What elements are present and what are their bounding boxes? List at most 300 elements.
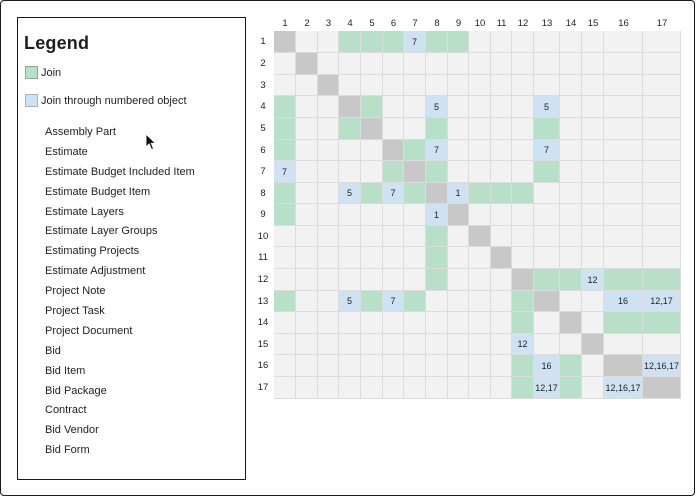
matrix-cell-empty <box>296 226 318 247</box>
matrix-cell-empty <box>274 334 296 355</box>
matrix-cell-empty <box>491 377 512 399</box>
matrix-cell-empty <box>604 75 643 96</box>
row-header: 2 <box>260 58 266 69</box>
matrix-cell-empty <box>448 247 469 269</box>
matrix-cell-join <box>274 204 296 226</box>
matrix-cell-empty <box>512 161 534 183</box>
matrix-cell-join <box>491 183 512 204</box>
matrix-cell-empty <box>560 140 582 161</box>
matrix-cell-empty <box>383 53 404 75</box>
matrix-cell-join-through: 5 <box>426 96 448 118</box>
matrix-cell-empty <box>448 96 469 118</box>
matrix-cell-empty <box>582 118 604 140</box>
legend-item-name: Assembly Part <box>45 126 116 138</box>
row-header: 8 <box>260 187 266 199</box>
matrix-cell-empty <box>318 334 339 355</box>
matrix-cell-join-through: 16 <box>604 291 643 312</box>
matrix-cell-join <box>339 118 361 140</box>
matrix-cell-join <box>534 269 560 291</box>
matrix-cell-join-through: 7 <box>404 31 426 53</box>
column-header: 1 <box>282 18 288 29</box>
matrix-cell-empty <box>448 75 469 96</box>
matrix-cell-empty <box>339 140 361 161</box>
matrix-cell-empty <box>604 247 643 269</box>
matrix-cell-empty <box>448 334 469 355</box>
legend-item-name: Project Note <box>45 285 106 298</box>
matrix-cell-empty <box>318 31 339 53</box>
matrix-cell-empty <box>643 161 681 183</box>
matrix-cell-empty <box>339 247 361 269</box>
matrix-cell-empty <box>512 247 534 269</box>
matrix-cell-join-through: 5 <box>534 96 560 118</box>
matrix-cell-empty <box>318 183 339 204</box>
matrix-cell-empty <box>404 118 426 140</box>
matrix-cell-empty <box>512 118 534 140</box>
matrix-cell-join-through: 16 <box>534 355 560 377</box>
matrix-cell-join-through: 12,16,17 <box>643 355 681 377</box>
matrix-cell-empty <box>604 118 643 140</box>
matrix-cell-empty <box>469 269 491 291</box>
matrix-cell-empty <box>318 269 339 291</box>
matrix-cell-empty <box>383 247 404 269</box>
matrix-cell-empty <box>534 226 560 247</box>
matrix-cell-join <box>274 118 296 140</box>
matrix-cell-empty <box>491 355 512 377</box>
matrix-cell-empty <box>582 377 604 399</box>
row-header: 11 <box>258 252 268 263</box>
matrix-cell-empty <box>491 269 512 291</box>
matrix-cell-empty <box>339 269 361 291</box>
column-header: 10 <box>474 18 486 29</box>
matrix-cell-empty <box>361 377 383 399</box>
matrix-cell-empty <box>361 247 383 269</box>
matrix-cell-join <box>512 377 534 399</box>
matrix-cell-empty <box>383 269 404 291</box>
matrix-cell-join <box>404 291 426 312</box>
matrix-cell-empty <box>560 53 582 75</box>
matrix-cell-empty <box>296 75 318 96</box>
matrix-cell-empty <box>582 53 604 75</box>
matrix-cell-empty <box>361 269 383 291</box>
matrix-cell-empty <box>534 312 560 334</box>
legend-item-name: Bid Vendor <box>45 424 99 437</box>
matrix-cell-empty <box>643 75 681 96</box>
matrix-cell-empty <box>296 96 318 118</box>
row-header: 12 <box>257 274 269 285</box>
matrix-cell-empty <box>604 334 643 355</box>
matrix-cell-empty <box>582 140 604 161</box>
matrix-cell-empty <box>643 31 681 53</box>
matrix-cell-empty <box>318 118 339 140</box>
row-header: 16 <box>257 360 269 371</box>
matrix-cell-empty <box>582 183 604 204</box>
matrix-cell-join <box>274 183 296 204</box>
legend-key-join-label: Join <box>41 66 62 79</box>
matrix-cell-empty <box>383 75 404 96</box>
column-header: 11 <box>496 18 507 29</box>
matrix-cell-empty <box>339 377 361 399</box>
matrix-cell-empty <box>383 334 404 355</box>
matrix-cell-empty <box>404 204 426 226</box>
matrix-cell-diagonal <box>560 312 582 334</box>
column-header: 16 <box>618 18 629 29</box>
matrix-cell-empty <box>274 226 296 247</box>
matrix-cell-empty <box>534 31 560 53</box>
legend-item-name: Estimate Layers <box>45 205 124 218</box>
matrix-cell-empty <box>560 96 582 118</box>
legend-item-name: Estimate Adjustment <box>45 265 146 278</box>
join-through-swatch <box>25 94 38 107</box>
matrix-cell-empty <box>448 312 469 334</box>
legend-item-name: Project Task <box>45 305 105 318</box>
matrix-cell-join <box>404 183 426 204</box>
matrix-cell-empty <box>491 204 512 226</box>
matrix-cell-empty <box>604 96 643 118</box>
matrix-cell-empty <box>491 334 512 355</box>
matrix-cell-empty <box>339 312 361 334</box>
legend-item-name: Bid Item <box>45 364 86 377</box>
matrix-cell-empty <box>383 226 404 247</box>
matrix-cell-join-through: 5 <box>339 291 361 312</box>
matrix-cell-empty <box>560 204 582 226</box>
row-header: 7 <box>260 166 266 177</box>
matrix-cell-join <box>512 355 534 377</box>
matrix-cell-empty <box>426 53 448 75</box>
matrix-cell-empty <box>491 118 512 140</box>
matrix-cell-empty <box>339 204 361 226</box>
matrix-cell-empty <box>560 247 582 269</box>
matrix-cell-empty <box>512 75 534 96</box>
row-header: 9 <box>260 209 266 220</box>
matrix-cell-empty <box>643 140 681 161</box>
matrix-cell-empty <box>448 377 469 399</box>
matrix-cell-join <box>274 291 296 312</box>
matrix-cell-diagonal <box>469 226 491 247</box>
legend-item-name: Bid <box>45 344 61 357</box>
matrix-cell-diagonal <box>643 377 681 399</box>
matrix-cell-empty <box>274 312 296 334</box>
matrix-cell-empty <box>643 226 681 247</box>
matrix-cell-empty <box>361 312 383 334</box>
matrix-cell-join <box>604 312 643 334</box>
matrix-cell-join-through: 5 <box>339 183 361 204</box>
row-header: 17 <box>257 382 269 393</box>
matrix-cell-empty <box>582 204 604 226</box>
matrix-cell-join <box>604 269 643 291</box>
column-header: 5 <box>369 18 375 29</box>
matrix-cell-empty <box>604 183 643 204</box>
matrix-cell-empty <box>582 31 604 53</box>
matrix-cell-empty <box>318 161 339 183</box>
matrix-cell-diagonal <box>534 291 560 312</box>
matrix-cell-empty <box>604 161 643 183</box>
matrix-cell-empty <box>469 377 491 399</box>
column-header: 15 <box>587 18 599 29</box>
matrix-cell-empty <box>339 53 361 75</box>
column-header: 13 <box>541 18 553 29</box>
matrix-cell-empty <box>274 75 296 96</box>
column-header: 14 <box>565 18 577 29</box>
matrix-cell-empty <box>469 53 491 75</box>
matrix-cell-empty <box>469 140 491 161</box>
matrix-cell-empty <box>534 53 560 75</box>
matrix-cell-join <box>404 140 426 161</box>
matrix-cell-empty <box>560 161 582 183</box>
matrix-cell-join <box>448 31 469 53</box>
matrix-cell-empty <box>296 312 318 334</box>
matrix-cell-empty <box>361 334 383 355</box>
matrix-cell-join <box>560 269 582 291</box>
legend-panel <box>17 17 246 480</box>
matrix-cell-join <box>361 183 383 204</box>
matrix-cell-empty <box>643 334 681 355</box>
matrix-cell-empty <box>448 161 469 183</box>
legend-item-name: Estimate Budget Item <box>45 185 151 198</box>
matrix-cell-empty <box>582 75 604 96</box>
matrix-cell-join <box>643 269 681 291</box>
matrix-cell-empty <box>383 312 404 334</box>
matrix-cell-empty <box>404 355 426 377</box>
legend-key-through-label: Join through numbered object <box>41 94 187 107</box>
column-header: 2 <box>304 18 310 29</box>
legend-item-name: Estimate Budget Included Item <box>45 165 195 178</box>
matrix-cell-empty <box>404 96 426 118</box>
matrix-cell-join <box>534 118 560 140</box>
legend-item-name: Bid Package <box>45 384 107 397</box>
matrix-cell-empty <box>361 75 383 96</box>
matrix-cell-empty <box>448 291 469 312</box>
legend-item-name: Project Document <box>45 324 133 337</box>
matrix-cell-empty <box>560 75 582 96</box>
matrix-cell-join-through: 12 <box>512 334 534 355</box>
matrix-cell-empty <box>469 204 491 226</box>
row-header: 3 <box>260 79 266 91</box>
matrix-cell-empty <box>469 355 491 377</box>
matrix-cell-empty <box>296 204 318 226</box>
matrix-cell-join <box>560 377 582 399</box>
matrix-cell-empty <box>339 75 361 96</box>
matrix-cell-join-through: 12,17 <box>534 377 560 399</box>
matrix-cell-empty <box>318 53 339 75</box>
matrix-cell-empty <box>491 53 512 75</box>
matrix-cell-empty <box>491 312 512 334</box>
matrix-cell-empty <box>560 291 582 312</box>
matrix-cell-empty <box>318 140 339 161</box>
column-header: 6 <box>390 18 397 29</box>
matrix-cell-empty <box>404 226 426 247</box>
matrix-cell-empty <box>318 377 339 399</box>
matrix-cell-empty <box>512 140 534 161</box>
row-header: 13 <box>257 295 269 307</box>
matrix-cell-empty <box>604 226 643 247</box>
matrix-cell-empty <box>361 140 383 161</box>
matrix-cell-join-through: 12 <box>582 269 604 291</box>
matrix-cell-empty <box>383 204 404 226</box>
matrix-cell-join <box>426 247 448 269</box>
matrix-cell-empty <box>339 355 361 377</box>
matrix-cell-empty <box>404 75 426 96</box>
matrix-cell-empty <box>296 31 318 53</box>
matrix-cell-join-through: 7 <box>383 291 404 312</box>
matrix-cell-empty <box>643 204 681 226</box>
column-header: 4 <box>347 18 353 29</box>
matrix-cell-empty <box>491 31 512 53</box>
matrix-cell-empty <box>404 377 426 399</box>
matrix-cell-empty <box>296 377 318 399</box>
matrix-cell-empty <box>643 96 681 118</box>
row-header: 4 <box>260 101 266 112</box>
matrix-cell-join <box>426 31 448 53</box>
column-header: 9 <box>455 18 462 29</box>
matrix-cell-empty <box>604 53 643 75</box>
matrix-cell-empty <box>361 204 383 226</box>
matrix-cell-diagonal <box>383 140 404 161</box>
matrix-cell-empty <box>361 226 383 247</box>
matrix-cell-diagonal <box>448 204 469 226</box>
matrix-cell-join <box>426 226 448 247</box>
matrix-cell-join <box>383 161 404 183</box>
matrix-cell-empty <box>339 161 361 183</box>
matrix-cell-empty <box>582 161 604 183</box>
matrix-cell-empty <box>296 183 318 204</box>
matrix-cell-empty <box>404 334 426 355</box>
legend-item-name: Estimate Layer Groups <box>45 225 158 238</box>
matrix-cell-empty <box>404 247 426 269</box>
legend-key-through <box>25 94 187 107</box>
matrix-cell-empty <box>469 312 491 334</box>
matrix-cell-empty <box>560 334 582 355</box>
matrix-cell-diagonal <box>426 183 448 204</box>
matrix-cell-empty <box>361 161 383 183</box>
column-header: 3 <box>325 18 332 29</box>
matrix-cell-diagonal <box>404 161 426 183</box>
row-header: 15 <box>257 338 269 350</box>
matrix-cell-empty <box>318 312 339 334</box>
matrix-cell-empty <box>426 377 448 399</box>
matrix-cell-empty <box>383 355 404 377</box>
matrix-cell-empty <box>339 334 361 355</box>
matrix-cell-join <box>274 140 296 161</box>
legend-item-name: Estimating Projects <box>45 245 140 258</box>
matrix-cell-empty <box>582 226 604 247</box>
matrix-cell-empty <box>560 31 582 53</box>
matrix-cell-empty <box>448 355 469 377</box>
matrix-cell-join <box>339 31 361 53</box>
matrix-cell-join <box>426 161 448 183</box>
matrix-cell-empty <box>491 96 512 118</box>
matrix-cell-empty <box>296 247 318 269</box>
matrix-cell-diagonal <box>339 96 361 118</box>
matrix-cell-empty <box>448 118 469 140</box>
matrix-cell-join <box>426 118 448 140</box>
matrix-cell-join <box>512 291 534 312</box>
matrix-cell-empty <box>296 118 318 140</box>
matrix-cell-empty <box>318 355 339 377</box>
matrix-cell-empty <box>448 140 469 161</box>
legend-title: Legend <box>24 33 90 53</box>
matrix-cell-join <box>361 96 383 118</box>
matrix-cell-empty <box>448 53 469 75</box>
matrix-cell-empty <box>491 140 512 161</box>
matrix-cell-empty <box>426 355 448 377</box>
matrix-cell-empty <box>582 247 604 269</box>
matrix-cell-empty <box>469 291 491 312</box>
matrix-cell-empty <box>469 75 491 96</box>
matrix-cell-diagonal <box>582 334 604 355</box>
matrix-cell-empty <box>604 140 643 161</box>
matrix-cell-join-through: 7 <box>274 161 296 183</box>
matrix-cell-join-through: 1 <box>426 204 448 226</box>
matrix-cell-empty <box>491 291 512 312</box>
matrix-cell-join <box>361 31 383 53</box>
row-header: 6 <box>260 144 266 156</box>
matrix-cell-empty <box>469 96 491 118</box>
matrix-cell-join-through: 7 <box>426 140 448 161</box>
join-swatch <box>25 66 38 79</box>
matrix-cell-empty <box>582 291 604 312</box>
matrix-cell-empty <box>296 140 318 161</box>
matrix-cell-join-through: 7 <box>534 140 560 161</box>
matrix-cell-join <box>534 161 560 183</box>
column-header: 7 <box>412 18 418 29</box>
matrix-cell-empty <box>643 247 681 269</box>
matrix-cell-empty <box>404 312 426 334</box>
matrix-cell-join <box>469 183 491 204</box>
row-header: 10 <box>257 230 269 242</box>
matrix-cell-diagonal <box>604 355 643 377</box>
matrix-cell-empty <box>512 53 534 75</box>
matrix-cell-empty <box>339 226 361 247</box>
matrix-cell-empty <box>604 31 643 53</box>
matrix-cell-join <box>512 183 534 204</box>
matrix-cell-empty <box>469 31 491 53</box>
matrix-cell-join <box>361 291 383 312</box>
matrix-cell-empty <box>426 334 448 355</box>
matrix-cell-empty <box>560 226 582 247</box>
matrix-cell-empty <box>296 291 318 312</box>
column-header: 17 <box>656 18 668 29</box>
legend-item-name: Estimate <box>45 145 88 158</box>
matrix-cell-empty <box>491 226 512 247</box>
legend-item-name: Bid Form <box>45 444 90 457</box>
matrix-cell-join <box>383 31 404 53</box>
matrix-cell-empty <box>491 75 512 96</box>
matrix-cell-empty <box>274 377 296 399</box>
matrix-cell-empty <box>274 247 296 269</box>
matrix-cell-empty <box>469 334 491 355</box>
matrix-cell-empty <box>361 355 383 377</box>
matrix-cell-empty <box>318 291 339 312</box>
matrix-cell-empty <box>318 226 339 247</box>
matrix-cell-empty <box>383 377 404 399</box>
matrix-cell-empty <box>469 247 491 269</box>
matrix-cell-empty <box>512 204 534 226</box>
matrix-cell-join-through: 12,17 <box>643 291 681 312</box>
matrix-cell-empty <box>534 334 560 355</box>
matrix-cell-empty <box>491 161 512 183</box>
matrix-cell-empty <box>534 204 560 226</box>
matrix-cell-join <box>426 269 448 291</box>
matrix-cell-diagonal <box>491 247 512 269</box>
matrix-cell-empty <box>404 269 426 291</box>
row-header: 1 <box>260 36 266 47</box>
matrix-cell-empty <box>383 96 404 118</box>
column-header: 12 <box>517 18 529 29</box>
matrix-cell-diagonal <box>274 31 296 53</box>
column-header: 8 <box>434 18 440 29</box>
matrix-cell-empty <box>512 31 534 53</box>
matrix-cell-empty <box>448 269 469 291</box>
